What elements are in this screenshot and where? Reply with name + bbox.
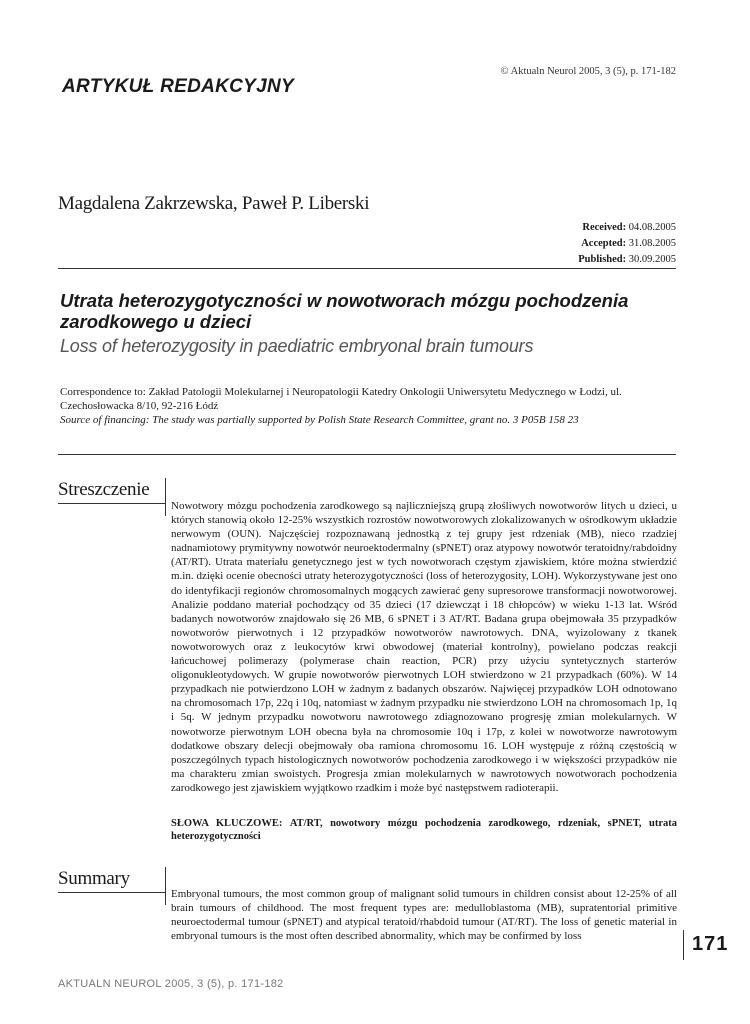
correspondence-address: Correspondence to: Zakład Patologii Molekularnej i Neuropatologii Katedry Onkologii Uniwersytetu Medycznego w Łodzi, ul. Czechosłowacka 8/10, 92-216 Łódź [60,386,622,412]
title-divider [58,454,676,455]
streszczenie-vertical-rule [165,478,166,516]
copyright-notice: © Aktualn Neurol 2005, 3 (5), p. 171-182 [500,66,676,77]
accepted-date: Accepted: 31.08.2005 [581,238,676,249]
page-number-rule [683,930,684,960]
streszczenie-text: Nowotwory mózgu pochodzenia zarodkowego są najliczniejszą grupą złośliwych nowotworów litych u dzieci, u których stanowią około 12-25% wszystkich rozrostów nowotworowych zlokalizowanych w ośrodkowym układzie nerwowym (OUN). Najczęściej rozpoznawaną jednostką z tej grupy jest rdzeniak (MB), nieco rzadziej nadnamiotowy prymitywny nowotwór neuroektodermalny (sPNET) oraz atypowy nowotwór teratoidny/rabdoidny (AT/RT). Utrata materiału genetycznego jest w tych nowotworach częstym zjawiskiem, które można stwierdzić m.in. dzięki ocenie obecności utraty heterozygotyczności (loss of heterozygosity, LOH). Wykorzystywane jest ono do identyfikacji regionów chromosomalnych mogących zawierać geny supresorowe transformacji nowotworowej. Analizie poddano materiał pochodzący od 35 dzieci (17 dziewcząt i 18 chłopców) w wieku 1-13 lat. Wśród badanych nowotworów znajdowało się 26 MB, 6 sPNET i 3 AT/RT. Badana grupa obejmowała 35 przypadków nowotworów pierwotnych i 12 przypadków nowotworów nawrotowych. DNA, wyizolowany z tkanek nowotworowych oraz z leukocytów krwi obwodowej (materiał kontrolny), powielano podczas reakcji łańcuchowej polimerazy (polymerase chain reaction, PCR) przy użyciu syntetycznych starterów oligonukleotydowych. W grupie nowotworów pierwotnych LOH stwierdzono w 21 przypadkach (60%). W 14 przypadkach nie potwierdzono LOH w żadnym z badanych obszarów. Najwięcej przypadków LOH odnotowano na chromosomach 17p, 22q i 10q, natomiast w żadnym przypadku nie stwierdzono LOH na chromosomach 1p, 1q i 5q. W jednym przypadku nowotworu nawrotowego zdiagnozowano progresję zmian molekularnych. W nowotworze pierwotnym LOH obecna była na chromosomie 10q i 17p, z kolei w nowotworze nawrotowym dodatkowe obszary delecji obejmowały oba ramiona chromosomu 16. LOH występuje z różną częstością w poszczególnych typach histologicznych nowotworów pochodzenia zarodkowego i w większości przypadków nie ma charakteru zmian swoistych. Progresja zmian molekularnych w nawrotowych nowotworach pochodzenia zarodkowego jest zjawiskiem wyjątkowo rzadkim i może być następstwem radioterapii. [171,500,677,794]
journal-footer: AKTUALN NEUROL 2005, 3 (5), p. 171-182 [58,978,284,990]
summary-heading: Summary [58,868,166,893]
article-title-polish: Utrata heterozygotyczności w nowotworach mózgu pochodzenia zarodkowego u dzieci [60,290,629,332]
summary-text: Embryonal tumours, the most common group of malignant solid tumours in children consist about 12-25% of all brain tumours of childhood. The most frequent types are: medulloblastoma (MB), supratentorial primitive neuroectodermal tumour (sPNET) and atypical teratoid/rhabdoid tumour (AT/RT). The loss of genetic material in embryonal tumours is the most often described abnormality, which may be confirmed by loss [171,888,677,943]
keywords-list: AT/RT, nowotwory mózgu pochodzenia zarodkowego, rdzeniak, sPNET, utrata heterozygotyczności [171,818,678,842]
article-title-english: Loss of heterozygosity in paediatric embryonal brain tumours [60,336,534,356]
header-divider [58,268,676,269]
page-number: 171 [692,933,729,955]
keywords-block [171,817,677,843]
keywords-label: SŁOWA KLUCZOWE: [171,818,283,829]
summary-vertical-rule [165,867,166,905]
correspondence-block [60,385,680,427]
received-date: Received: 04.08.2005 [582,222,676,233]
streszczenie-heading: Streszczenie [58,479,166,504]
published-date: Published: 30.09.2005 [578,254,676,265]
funding-source: Source of financing: The study was partially supported by Polish State Research Committee, grant no. 3 P05B 158 23 [60,414,579,426]
section-type-label: ARTYKUŁ REDAKCYJNY [62,76,295,97]
publication-dates [578,220,676,268]
authors: Magdalena Zakrzewska, Paweł P. Liberski [58,193,370,214]
